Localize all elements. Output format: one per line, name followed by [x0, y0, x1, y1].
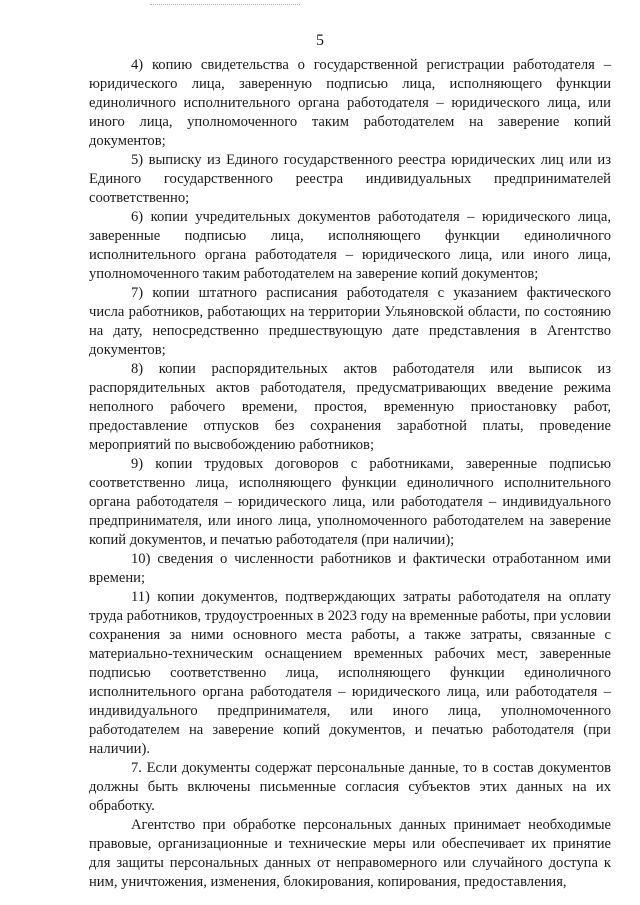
paragraph-section-7: 7. Если документы содержат персональные данные, то в состав документов должны быть включены письменные согласия субъектов этих данных на их обработку.: [89, 760, 611, 814]
paragraph-item-8: 8) копии распорядительных актов работодателя или выписок из распорядительных актов работодателя, предусматривающих введение режима неполного рабочего времени, простоя, временную приостановку работ, предоставление отпусков без сохранения заработной платы, проведение мероприятий по высвобождению работников;: [89, 361, 611, 453]
paragraph-item-6: 6) копии учредительных документов работодателя – юридического лица, заверенные подписью лица, исполняющего функции единоличного исполнительного органа работодателя – юридического лица, или иного лица, уполномоченного таким работодателем на заверение копий документов;: [89, 209, 611, 282]
paragraph-personal-data: Агентство при обработке персональных данных принимает необходимые правовые, организационные и технические меры или обеспечивает их принятие для защиты персональных данных от неправомерного или случайного доступа к ним, уничтожения, изменения, блокирования, копирования, предоставления,: [89, 817, 611, 890]
paragraph-item-10: 10) сведения о численности работников и фактически отработанном ими времени;: [89, 551, 611, 586]
paragraph-item-9: 9) копии трудовых договоров с работниками, заверенные подписью соответственно лица, исполняющего функции единоличного исполнительного органа работодателя – юридического лица, или работодателя – индивидуального предпринимателя, или иного лица, уполномоченного работодателем на заверение копий документов, и печатью работодателя (при наличии);: [89, 456, 611, 548]
page-number: 5: [316, 32, 324, 49]
paragraph-item-7: 7) копии штатного расписания работодателя с указанием фактического числа работников, работающих на территории Ульяновской области, по состоянию на дату, непосредственно предшествующую дате представления в Агентство документов;: [89, 285, 611, 358]
paragraph-item-5: 5) выписку из Единого государственного реестра юридических лиц или из Единого государственного реестра индивидуальных предпринимателей соответственно;: [89, 152, 611, 206]
paragraph-item-4: 4) копию свидетельства о государственной регистрации работодателя – юридического лица, заверенную подписью лица, исполняющего функции единоличного исполнительного органа работодателя – юридического лица, или иного лица, уполномоченного таким работодателем на заверение копий документов;: [89, 57, 611, 149]
paragraph-item-11: 11) копии документов, подтверждающих затраты работодателя на оплату труда работников, трудоустроенных в 2023 году на временные работы, при условии сохранения за ними основного места работы, а также затраты, связанные с материально-техническим оснащением временных рабочих мест, заверенные подписью соответственно лица, исполняющего функции единоличного исполнительного органа работодателя – юридического лица, или работодателя – индивидуального предпринимателя, или иного лица, уполномоченного работодателем на заверение копий документов, и печатью работодателя (при наличии).: [89, 589, 611, 757]
document-body: [89, 56, 611, 892]
scan-artifact: [150, 4, 300, 9]
